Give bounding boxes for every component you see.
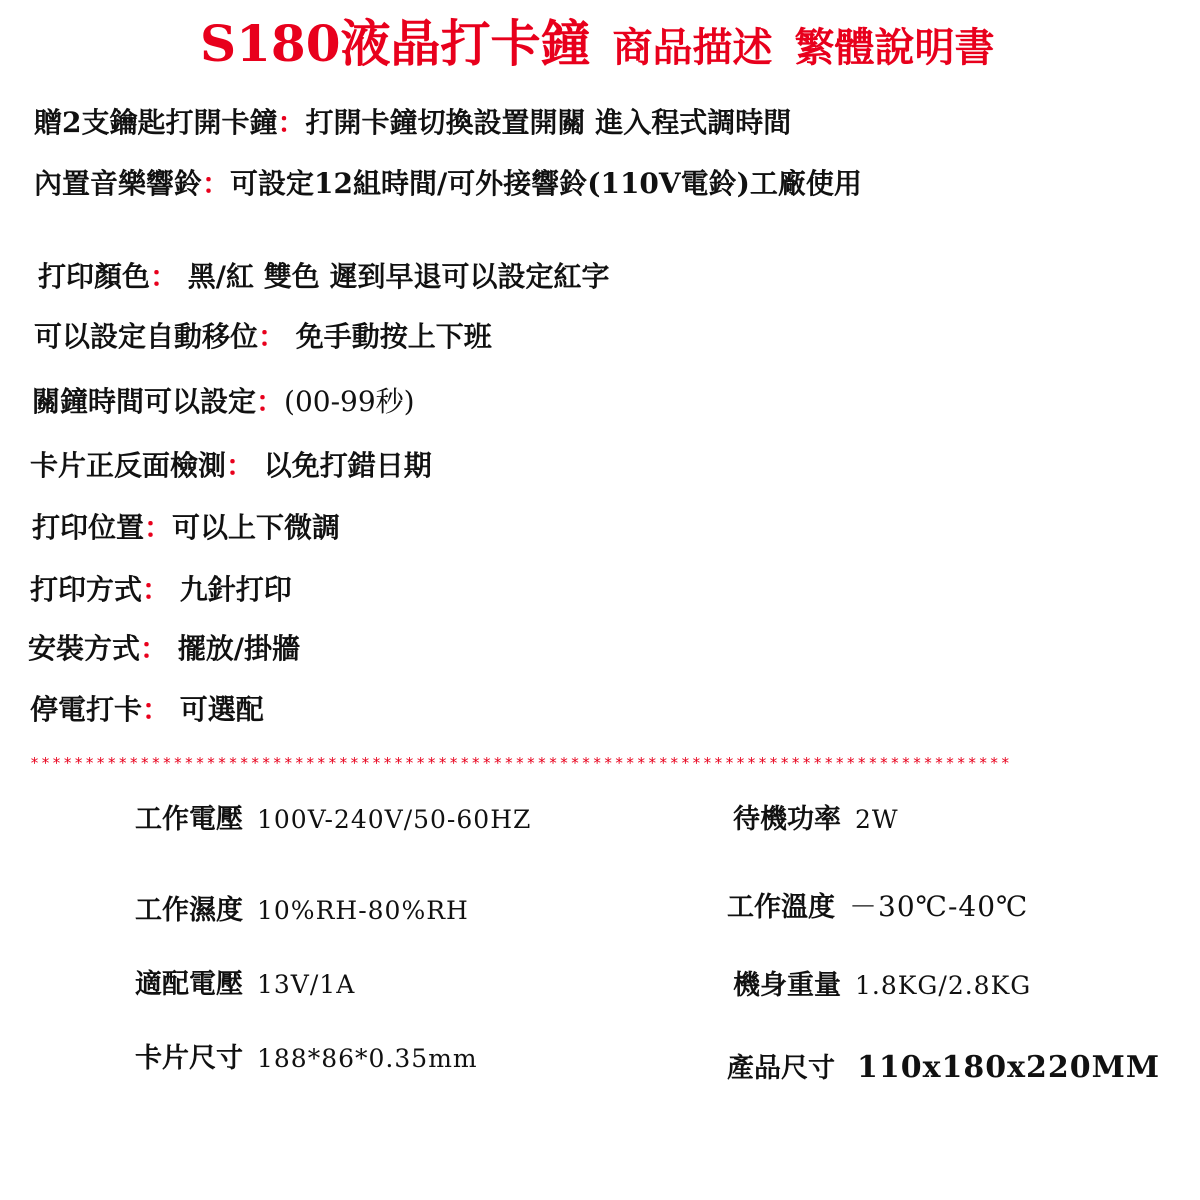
feature-close-time (32, 382, 415, 422)
manual-heading: 繁體說明書 (794, 24, 995, 71)
spec-label: 適配電壓 (135, 969, 243, 1000)
feature-value: 以免打錯日期 (254, 449, 432, 482)
feature-music-bell (34, 164, 862, 204)
spec-label: 機身重量 (733, 970, 841, 1001)
spec-humidity (135, 891, 469, 934)
feature-value: 可選配 (170, 693, 264, 726)
feature-label: 可以設定自動移位 (34, 320, 259, 353)
feature-value: 九針打印 (170, 573, 292, 606)
feature-power-outage (30, 690, 264, 730)
feature-print-color (38, 257, 610, 297)
feature-install (28, 629, 300, 669)
spec-label: 工作電壓 (135, 804, 243, 835)
feature-print-position (32, 508, 340, 548)
feature-colon: ： (142, 573, 171, 606)
feature-colon: ： (150, 260, 179, 293)
feature-colon: ： (256, 385, 285, 418)
feature-label: 停電打卡 (30, 693, 143, 726)
feature-value: 可以上下微調 (172, 511, 341, 544)
spec-voltage (135, 800, 531, 843)
feature-card-detect (30, 446, 432, 486)
spec-standby-power (733, 800, 899, 843)
feature-value: 可設定12組時間/可外接響鈴(110V電鈴)工廠使用 (230, 167, 862, 200)
feature-label: 卡片正反面檢測 (30, 449, 227, 482)
feature-label: 打印方式 (30, 573, 143, 606)
spec-label: 工作溫度 (727, 892, 835, 923)
spec-value: 13V/1A (257, 970, 356, 999)
feature-colon: ： (277, 106, 306, 139)
spec-adapter (135, 965, 355, 1008)
feature-label: 關鐘時間可以設定 (32, 385, 257, 418)
feature-colon: ： (144, 511, 173, 544)
description-heading: 商品描述 (612, 24, 773, 71)
feature-colon: ： (258, 320, 287, 353)
spec-value: 10%RH-80%RH (257, 896, 469, 925)
feature-colon: ： (202, 167, 231, 200)
feature-label: 打印位置 (32, 511, 145, 544)
feature-label: 內置音樂響鈴 (34, 167, 203, 200)
spec-value: 2W (855, 805, 899, 834)
spec-value: 100V-240V/50-60HZ (257, 805, 532, 834)
feature-keys (34, 103, 791, 143)
feature-value: 黑/紅 雙色 遲到早退可以設定紅字 (178, 260, 610, 293)
page-title (200, 12, 1160, 88)
feature-label: 贈2支鑰匙打開卡鐘 (34, 106, 278, 139)
feature-value: 擺放/掛牆 (168, 632, 301, 665)
spec-label: 待機功率 (733, 804, 841, 835)
feature-colon: ： (226, 449, 255, 482)
product-title: S180液晶打卡鐘 (200, 14, 591, 73)
spec-value: 110x180x220MM (857, 1050, 1161, 1085)
feature-label: 打印顏色 (38, 260, 151, 293)
feature-value: 打開卡鐘切換設置開關 進入程式調時間 (305, 106, 792, 139)
feature-colon: ： (140, 632, 169, 665)
spec-product-size (727, 1048, 1160, 1092)
feature-label: 安裝方式 (28, 632, 141, 665)
feature-value: (00-99秒) (284, 385, 415, 418)
spec-label: 產品尺寸 (727, 1053, 835, 1084)
spec-label: 卡片尺寸 (135, 1043, 243, 1074)
feature-auto-shift (34, 317, 492, 357)
spec-value: －30℃-40℃ (849, 890, 1029, 923)
feature-colon: ： (142, 693, 171, 726)
feature-value: 免手動按上下班 (286, 320, 492, 353)
star-divider: ***************************************************************************************** (30, 754, 1012, 772)
spec-value: 188*86*0.35mm (257, 1044, 478, 1073)
spec-value: 1.8KG/2.8KG (855, 971, 1032, 1000)
feature-print-method (30, 570, 292, 610)
spec-card-size (135, 1039, 478, 1082)
spec-weight (733, 966, 1031, 1009)
spec-label: 工作濕度 (135, 895, 243, 926)
spec-temperature (727, 887, 1028, 931)
